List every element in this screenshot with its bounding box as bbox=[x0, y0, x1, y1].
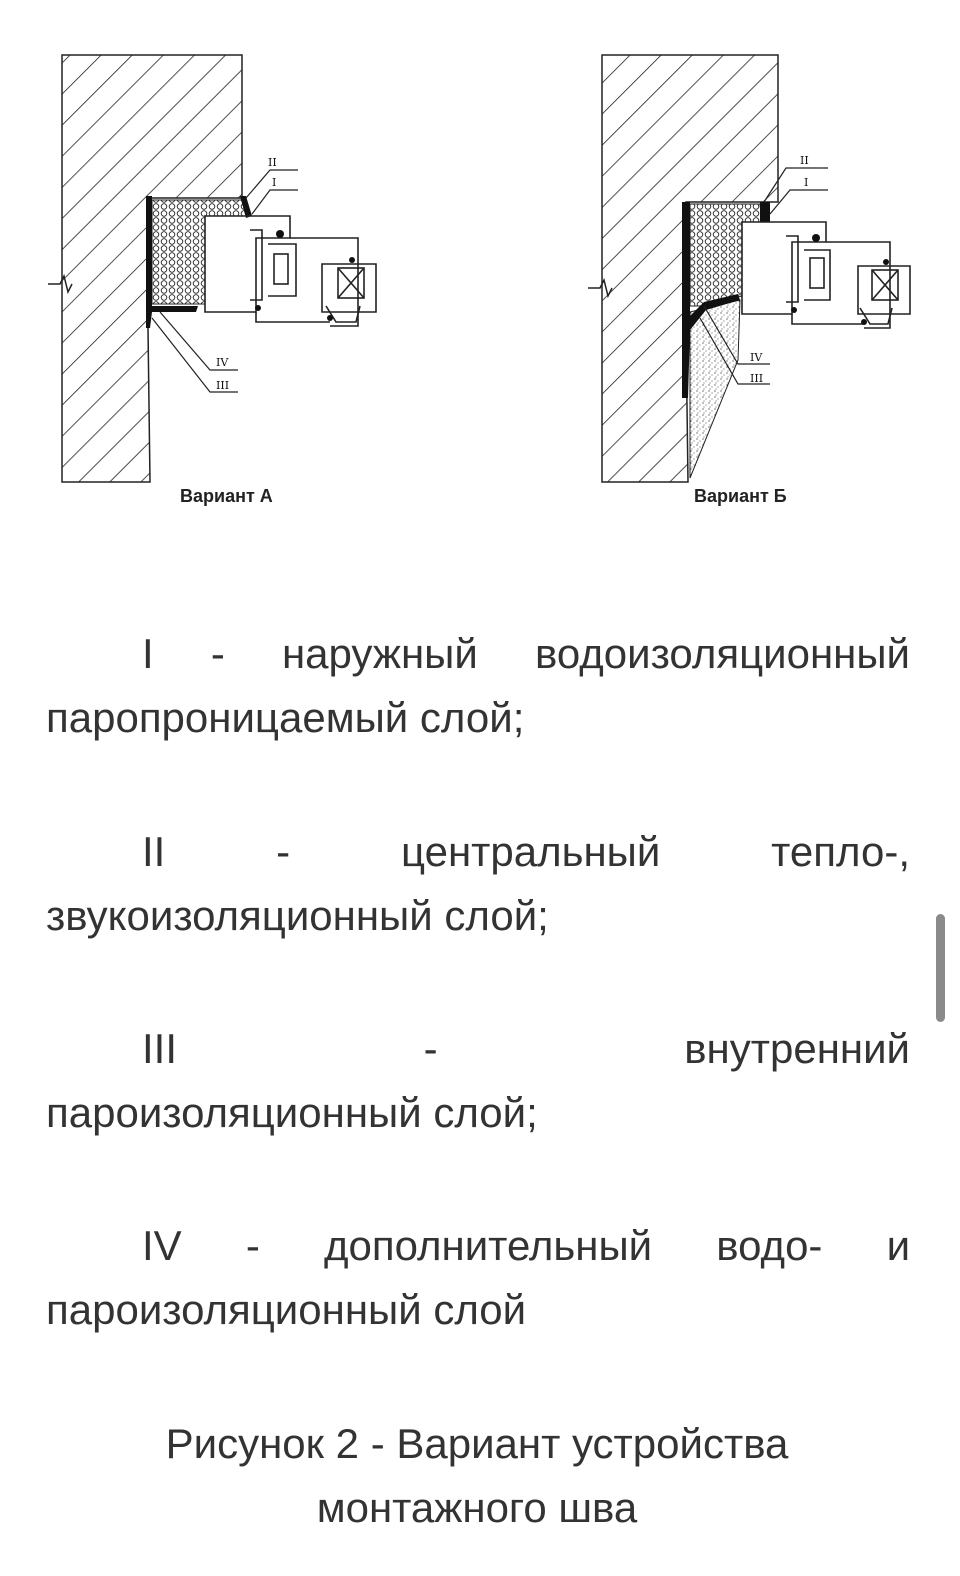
legend-item-iv-line2: пароизоляционный слой bbox=[46, 1286, 527, 1333]
legend-item-ii-word1: центральный bbox=[401, 828, 661, 875]
installation-seam-diagram bbox=[0, 0, 960, 560]
variant-a-callout-iv: IV bbox=[216, 356, 229, 369]
legend-item-iii-numeral: III bbox=[142, 1025, 178, 1072]
legend-item-iv-dash: - bbox=[245, 1222, 260, 1269]
variant-a-drawing bbox=[48, 55, 376, 506]
legend-item-iii-word1: внутренний bbox=[684, 1025, 911, 1072]
legend-item-ii-word2: тепло-, bbox=[771, 828, 911, 875]
legend-item-ii-line1 bbox=[46, 820, 910, 884]
legend-item-iv-word2: водо- bbox=[716, 1222, 823, 1269]
legend-item-iv-line1 bbox=[46, 1214, 910, 1278]
legend-item-iii-line1 bbox=[46, 1017, 910, 1081]
variant-b-callout-ii: II bbox=[800, 154, 809, 167]
variant-b-foam-layer bbox=[690, 204, 762, 306]
legend-item-i bbox=[46, 622, 910, 750]
variant-a-callout-iii: III bbox=[216, 379, 230, 392]
scrollbar-thumb[interactable] bbox=[936, 914, 945, 1022]
variant-a-callout-ii: II bbox=[268, 156, 277, 169]
legend-item-ii-numeral: II bbox=[142, 828, 166, 875]
legend-item-ii bbox=[46, 820, 910, 948]
legend-item-i-line2: паропроницаемый слой; bbox=[46, 694, 525, 741]
variant-a-window-frame bbox=[205, 216, 376, 326]
variant-b-callout-iv: IV bbox=[750, 351, 763, 364]
figure-caption-line2: монтажного шва bbox=[316, 1484, 638, 1531]
variant-a-label: Вариант А bbox=[180, 486, 273, 506]
figure-caption-line1: Рисунок 2 - Вариант устройства bbox=[165, 1420, 789, 1467]
variant-b-label: Вариант Б bbox=[694, 486, 787, 506]
variant-b-drawing bbox=[588, 55, 910, 506]
variant-b-outer-seal bbox=[760, 202, 770, 222]
legend-item-iii-dash: - bbox=[423, 1025, 438, 1072]
figure-caption bbox=[0, 1412, 954, 1540]
legend-item-i-numeral: I bbox=[142, 630, 154, 677]
legend-item-iv bbox=[46, 1214, 910, 1342]
legend-item-ii-line2: звукоизоляционный слой; bbox=[46, 892, 549, 939]
legend-item-iii bbox=[46, 1017, 910, 1145]
variant-b-callout-i: I bbox=[804, 176, 809, 189]
legend-item-i-line1 bbox=[46, 622, 910, 686]
legend-item-iv-word3: и bbox=[886, 1222, 911, 1269]
legend-item-iii-line2: пароизоляционный слой; bbox=[46, 1089, 538, 1136]
legend-item-i-word1: наружный bbox=[281, 630, 478, 677]
variant-b-callout-iii: III bbox=[750, 372, 764, 385]
legend-item-iv-word1: дополнительный bbox=[323, 1222, 653, 1269]
variant-a-callout-i: I bbox=[272, 176, 277, 189]
variant-b-window-frame bbox=[742, 222, 910, 328]
variant-b-plaster-slope bbox=[690, 300, 740, 478]
legend-item-i-word2: водоизоляционный bbox=[535, 630, 910, 677]
legend-item-ii-dash: - bbox=[276, 828, 291, 875]
legend-item-iv-numeral: IV bbox=[142, 1222, 182, 1269]
legend-item-i-dash: - bbox=[210, 630, 225, 677]
